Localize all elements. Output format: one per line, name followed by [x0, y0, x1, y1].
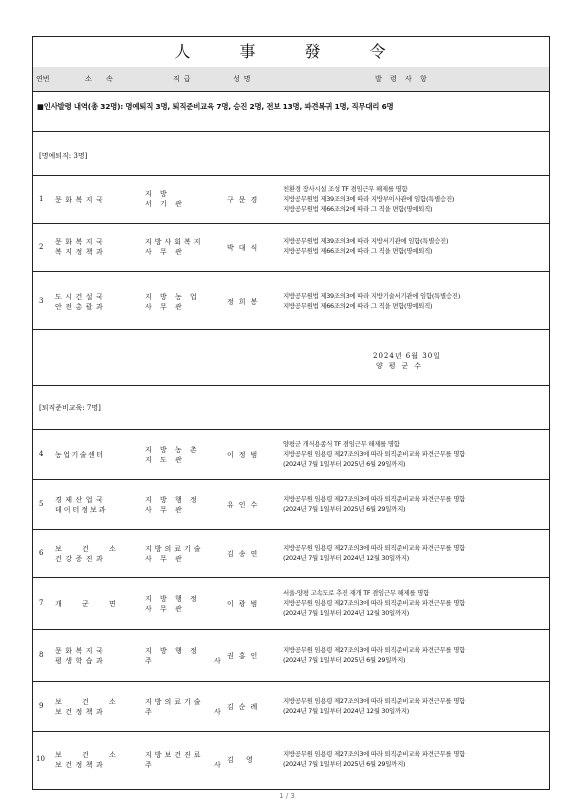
detail-line: 지방공무원법 제39조의3에 따라 지방기술서기관에 임함(특별승진): [283, 292, 461, 300]
row-name: 정희봉: [227, 298, 263, 306]
detail-line: 친환경 장사시설 조성 TF 겸임근무 해제를 명함: [283, 185, 408, 193]
section-honorary: [33, 131, 549, 176]
row-rank: 지 방: [145, 190, 170, 198]
row-dept: 농업기술센터: [55, 451, 105, 459]
detail-line: 서울-양평 고속도로 추진 재개 TF 겸임근무 해제를 명함: [283, 589, 429, 597]
table-row: [33, 479, 549, 530]
row-dept-sub: 평생학습과: [55, 657, 107, 665]
detail-line: 양평군 개식용종식 TF 겸임근무 해제를 명함: [283, 440, 400, 448]
table-header: [33, 67, 549, 92]
detail-line: (2024년 7월 1일부터 2024년 12월 30일까지): [283, 609, 410, 617]
row-rank: 지 방 행 정: [145, 595, 200, 603]
table-row: [33, 529, 549, 578]
row-number: 2: [39, 243, 44, 251]
signature-date: 2024년 6월 30일: [373, 352, 441, 360]
row-details: [283, 696, 547, 716]
row-rank-sub: 사 무 관: [145, 506, 185, 514]
detail-line: 지방공무원 임용령 제27조의3에 따라 퇴직준비교육 파견근무를 명함: [283, 450, 466, 458]
row-dept-sub: 보건정책과: [55, 761, 107, 769]
header-rank: 직급: [173, 75, 195, 83]
table-row: [33, 681, 549, 732]
row-rank-sub: 사 무 관: [145, 303, 185, 311]
row-dept: 도시건설국: [55, 293, 107, 301]
row-rank: 지방보건진료: [145, 751, 204, 759]
row-rank: 지방의료기술: [145, 545, 204, 553]
section-label: [명예퇴직: 3명]: [39, 152, 88, 160]
row-rank: 지 방 농 촌: [145, 446, 200, 454]
section-prep: [33, 385, 549, 430]
row-number: 4: [39, 450, 44, 458]
row-details: [283, 494, 547, 514]
row-details: [283, 439, 547, 469]
row-rank: 지방의료기술: [145, 698, 204, 706]
row-dept-sub: 보건정책과: [55, 708, 107, 716]
summary-text: ■인사발령 내역(총 32명): 명예퇴직 3명, 퇴직준비교육 7명, 승진 2명, 전보 13명, 파견복귀 1명, 직무대리 6명: [37, 102, 394, 111]
row-name: 김순례: [227, 703, 263, 711]
row-rank-sub: 주 사: [145, 657, 251, 665]
row-dept: 보 건 소: [55, 698, 125, 706]
row-dept-sub: 데이터정보과: [55, 506, 108, 514]
row-name: 박대식: [227, 244, 263, 252]
detail-line: (2024년 7월 1일부터 2024년 12월 30일까지): [283, 707, 410, 715]
row-rank: 지 방 농 업: [145, 293, 200, 301]
signature-block: [33, 329, 549, 386]
personnel-order-sheet: [32, 36, 550, 790]
detail-line: 지방공무원 임용령 제27조의3에 따라 퇴직준비교육 파견근무를 명함: [283, 646, 466, 654]
detail-line: 지방공무원법 제66조의2에 따라 그 직을 면함(명예퇴직): [283, 247, 433, 255]
row-rank-sub: 주 사: [145, 708, 251, 716]
signature-org: 양평군수: [376, 362, 428, 370]
row-details: [283, 291, 547, 311]
summary-row: [33, 91, 549, 132]
row-dept: 개 군 면: [55, 600, 125, 608]
detail-line: 지방공무원 임용령 제27조의3에 따라 퇴직준비교육 파견근무를 명함: [283, 697, 466, 705]
page-number: 1 / 3: [279, 792, 295, 800]
detail-line: 지방공무원 임용령 제27조의3에 따라 퇴직준비교육 파견근무를 명함: [283, 750, 466, 758]
table-row: [33, 223, 549, 272]
document-title: 人 事 發 令: [33, 37, 549, 68]
row-rank-sub: 서 기 관: [145, 200, 185, 208]
header-details: 발 령 사 항: [375, 75, 430, 83]
table-row: [33, 577, 549, 630]
row-name: 구문경: [227, 196, 263, 204]
row-rank-sub: 사 무 관: [145, 248, 185, 256]
table-row: [33, 731, 549, 789]
row-dept-sub: 건강증진과: [55, 555, 107, 563]
row-rank-sub: 주 사: [145, 761, 251, 769]
row-rank-sub: 사 무 관: [145, 555, 185, 563]
row-number: 1: [39, 195, 44, 203]
row-number: 10: [36, 755, 45, 763]
detail-line: (2024년 7월 1일부터 2024년 12월 30일까지): [283, 554, 410, 562]
row-rank: 지방사회복지: [145, 238, 204, 246]
row-rank-sub: 사 무 관: [145, 605, 185, 613]
detail-line: (2024년 7월 1일부터 2025년 6월 29일까지): [283, 656, 406, 664]
header-no: 연번: [36, 75, 50, 83]
row-name: 이정범: [227, 451, 263, 459]
row-number: 8: [39, 651, 44, 659]
header-dept: 소 속: [85, 75, 119, 83]
row-dept: 문화복지국: [55, 196, 107, 204]
row-rank-sub: 지 도 관: [145, 456, 185, 464]
row-rank: 지 방 행 정: [145, 496, 200, 504]
row-details: [283, 236, 547, 256]
row-rank: 지 방 행 정: [145, 647, 200, 655]
row-dept-sub: 복지정책과: [55, 248, 107, 256]
row-number: 6: [39, 549, 44, 557]
row-number: 7: [39, 599, 44, 607]
row-details: [283, 645, 547, 665]
row-number: 3: [39, 297, 44, 305]
detail-line: 지방공무원법 제66조의2에 따라 그 직을 면함(명예퇴직): [283, 302, 433, 310]
row-details: [283, 749, 547, 769]
detail-line: (2024년 7월 1일부터 2025년 6월 29일까지): [283, 760, 406, 768]
row-name: 김 영: [227, 756, 258, 764]
detail-line: 지방공무원 임용령 제27조의3에 따라 퇴직준비교육 파견근무를 명함: [283, 599, 466, 607]
row-name: 유인수: [227, 501, 263, 509]
row-number: 5: [39, 500, 44, 508]
table-row: [33, 429, 549, 480]
row-name: 김송연: [227, 550, 263, 558]
row-dept: 보 건 소: [55, 751, 125, 759]
table-row: [33, 175, 549, 224]
detail-line: (2024년 7월 1일부터 2025년 6월 29일까지): [283, 505, 406, 513]
detail-line: 지방공무원법 제66조의2에 따라 그 직을 면함(명예퇴직): [283, 205, 433, 213]
row-dept: 문화복지국: [55, 238, 107, 246]
row-dept-sub: 안전총괄과: [55, 303, 107, 311]
row-number: 9: [39, 702, 44, 710]
row-details: [283, 184, 547, 214]
detail-line: 지방공무원 임용령 제27조의3에 따라 퇴직준비교육 파견근무를 명함: [283, 544, 466, 552]
row-details: [283, 588, 547, 618]
detail-line: (2024년 7월 1일부터 2025년 6월 29일까지): [283, 460, 406, 468]
row-details: [283, 543, 547, 563]
row-name: 이광범: [227, 600, 263, 608]
detail-line: 지방공무원법 제39조의3에 따라 지방서기관에 임함(특별승진): [283, 237, 449, 245]
detail-line: 지방공무원 임용령 제27조의3에 따라 퇴직준비교육 파견근무를 명함: [283, 495, 466, 503]
row-name: 권홍인: [227, 652, 263, 660]
table-row: [33, 629, 549, 682]
detail-line: 지방공무원법 제39조의3에 따라 지방부이사관에 임함(특별승진): [283, 195, 455, 203]
section-label: [퇴직준비교육: 7명]: [39, 404, 101, 412]
row-dept: 문화복지국: [55, 647, 107, 655]
table-row: [33, 271, 549, 330]
row-dept: 경제산업국: [55, 496, 107, 504]
row-dept: 보 건 소: [55, 545, 125, 553]
header-name: 성명: [233, 75, 255, 83]
